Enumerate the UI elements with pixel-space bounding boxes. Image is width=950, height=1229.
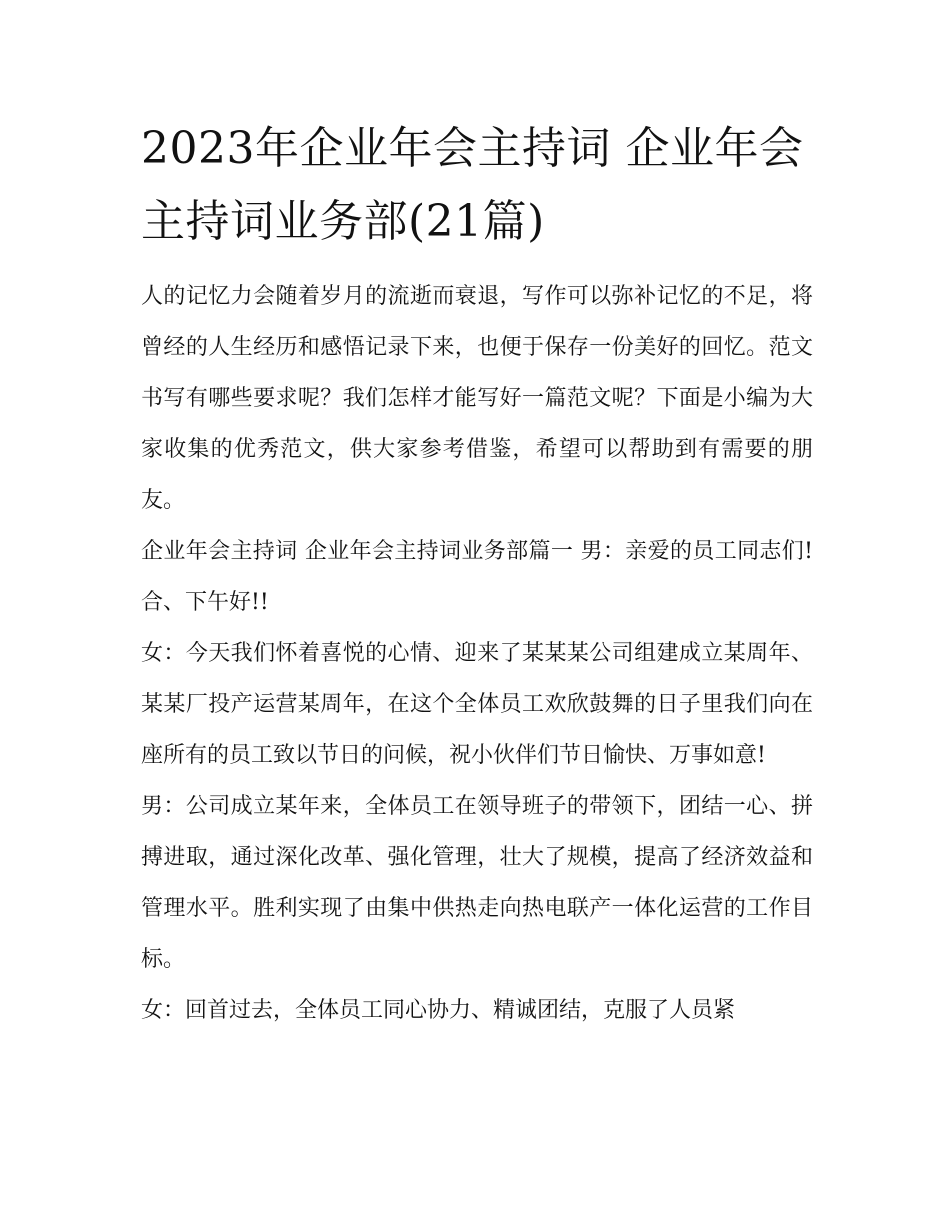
document-title: 2023年企业年会主持词 企业年会主持词业务部(21篇) [141,123,804,247]
document-content [141,112,813,1036]
paragraph-intro: 人的记忆力会随着岁月的流逝而衰退，写作可以弥补记忆的不足，将曾经的人生经历和感悟记录下来，也便于保存一份美好的回忆。范文书写有哪些要求呢？我们怎样才能写好一篇范文呢？下面是小编为大家收集的优秀范文，供大家参考借鉴，希望可以帮助到有需要的朋友。 [141,284,813,513]
paragraph-female-2: 女：回首过去，全体员工同心协力、精诚团结，克服了人员紧 [141,998,736,1023]
document-body [141,271,813,1036]
paragraph-opening: 企业年会主持词 企业年会主持词业务部篇一 男：亲爱的员工同志们! 合、下午好!! [141,539,813,615]
paragraph-female-1: 女：今天我们怀着喜悦的心情、迎来了某某某公司组建成立某周年、某某厂投产运营某周年，在这个全体员工欢欣鼓舞的日子里我们向在座所有的员工致以节日的问候，祝小伙伴们节日愉快、万事如意! [141,641,813,768]
paragraph-male-1: 男：公司成立某年来，全体员工在领导班子的带领下，团结一心、拼搏进取，通过深化改革、强化管理，壮大了规模，提高了经济效益和管理水平。胜利实现了由集中供热走向热电联产一体化运营的工作目标。 [141,794,813,972]
